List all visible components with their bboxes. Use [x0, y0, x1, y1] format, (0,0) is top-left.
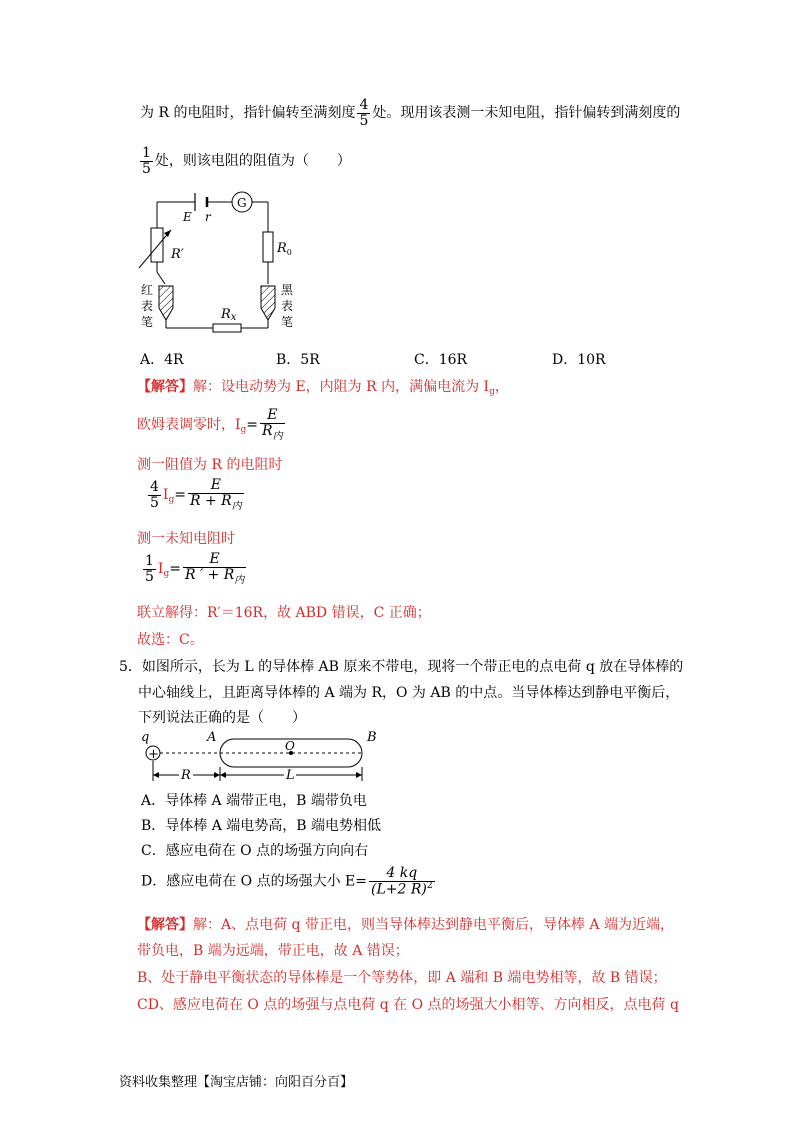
- black-probe-label-3: 笔: [281, 315, 294, 329]
- page-footer: 资料收集整理【淘宝店铺：向阳百分百】: [119, 1075, 354, 1090]
- fraction-E-over-R-plus-Rin: $\frac{E}{R + R_内}$: [189, 477, 242, 512]
- svg-text:Rx: Rx: [221, 307, 237, 323]
- q5-answer-line2: 带负电，B 端为远端，带正电，故 A 错误；: [137, 943, 409, 959]
- q4-stem-line1: 为 R 的电阻时，指针偏转至满刻度 $\frac{4}{5}$ 处。现用该表测一未知电阻，指针偏转到满刻度的: [140, 97, 681, 129]
- q4-stem-line2: $\frac{1}{5}$ 处，则该电阻的阻值为（ ）: [142, 145, 351, 177]
- resistor-Rx: [213, 324, 241, 332]
- fraction-E-over-Rin: $\frac{E}{R_内}$: [262, 407, 283, 442]
- fraction-4-5: $\frac{4}{5}$: [359, 97, 369, 129]
- q5-answer-line3: B、处于静电平衡状态的导体棒是一个等势体，即 A 端和 B 端电势相等，故 B 错误；: [137, 970, 667, 986]
- q4-answer-intro: 【解答】解：设电动势为 E，内阻为 R 内，满偏电流为 $I_g$，: [137, 379, 509, 397]
- q4-option-b: B．5R: [276, 352, 320, 368]
- label-L: L: [286, 768, 295, 783]
- svg-text:+: +: [148, 747, 159, 762]
- q5-option-b: B．导体棒 A 端电势高，B 端电势相低: [141, 818, 382, 834]
- q5-stem-line2: 中心轴线上，且距离导体棒的 A 端为 R，O 为 AB 的中点。当导体棒达到静电平衡后，: [138, 685, 680, 701]
- label-r: r: [205, 210, 211, 224]
- fraction-4kq: $\frac{4 kq}{(L+2 R)^2}$: [371, 865, 433, 898]
- label-B: B: [367, 730, 377, 745]
- q5-rod-diagram: [135, 725, 385, 787]
- label-E: E: [183, 210, 192, 224]
- q5-answer-line4: CD、感应电荷在 O 点的场强与点电荷 q 在 O 点的场强大小相等、方向相反，点电荷 q: [137, 997, 679, 1013]
- q4-answer-measure-unknown: 测一未知电阻时: [137, 531, 235, 547]
- q4-answer-zero: 欧姆表调零时，$I_g=$ $\frac{E}{R_内}$: [137, 407, 283, 442]
- black-probe-label-2: 表: [281, 299, 294, 313]
- ohmmeter-circuit-diagram: [135, 180, 310, 338]
- q4-option-a: A．4R: [140, 352, 184, 368]
- q4-option-d: D．10R: [552, 352, 606, 368]
- q4-answer-measure-r: 测一阻值为 R 的电阻时: [137, 457, 283, 473]
- black-probe-label-1: 黑: [281, 283, 294, 297]
- red-probe-label-2: 表: [141, 299, 154, 313]
- fraction-1-5-eq: $\frac{1}{5}$: [145, 552, 154, 585]
- label-q: q: [141, 730, 150, 745]
- red-probe-label-3: 笔: [141, 315, 154, 329]
- q5-stem-line1: 5．如图所示，长为 L 的导体棒 AB 原来不带电，现将一个带正电的点电荷 q 放在导体棒的: [119, 659, 684, 675]
- label-A: A: [207, 730, 217, 745]
- label-G: G: [237, 196, 247, 210]
- q4-option-c: C．16R: [414, 352, 468, 368]
- q4-answer-choose: 故选：C。: [137, 632, 204, 648]
- label-O: O: [285, 739, 295, 753]
- q4-answer-eq2: $\frac{4}{5}$ $I_g=$ $\frac{E}{R + R_内}$: [150, 477, 242, 512]
- q4-answer-eq3: $\frac{1}{5}$ $I_g=$ $\frac{E}{R ' + R_内}$: [145, 551, 245, 586]
- q4-answer-solve: 联立解得：R′＝16R，故 ABD 错误，C 正确；: [137, 605, 431, 621]
- red-probe-label-1: 红: [141, 283, 154, 297]
- fraction-4-5-eq: $\frac{4}{5}$: [150, 478, 159, 511]
- variable-resistor: [151, 228, 163, 262]
- q5-option-c: C．感应电荷在 O 点的场强方向向右: [141, 843, 369, 859]
- q5-answer-line1: 【解答】解：A、点电荷 q 带正电，则当导体棒达到静电平衡后，导体棒 A 端为近端，: [137, 917, 674, 933]
- label-Rprime: R′: [171, 247, 184, 262]
- resistor-R0: [263, 232, 273, 262]
- fraction-E-over-Rprime-plus-Rin: $\frac{E}{R ' + R_内}$: [184, 551, 245, 586]
- fraction-1-5: $\frac{1}{5}$: [142, 145, 151, 177]
- q5-option-d: D．感应电荷在 O 点的场强大小 E= $\frac{4 kq}{(L+2 R)^2}$: [141, 865, 433, 898]
- q5-option-a: A．导体棒 A 端带正电，B 端带负电: [141, 793, 367, 809]
- red-probe: [159, 286, 173, 320]
- label-R: R: [181, 768, 191, 783]
- black-probe: [261, 286, 275, 320]
- q5-stem-line3: 下列说法正确的是（ ）: [138, 710, 306, 726]
- svg-text:R0: $R_0$: [277, 241, 292, 257]
